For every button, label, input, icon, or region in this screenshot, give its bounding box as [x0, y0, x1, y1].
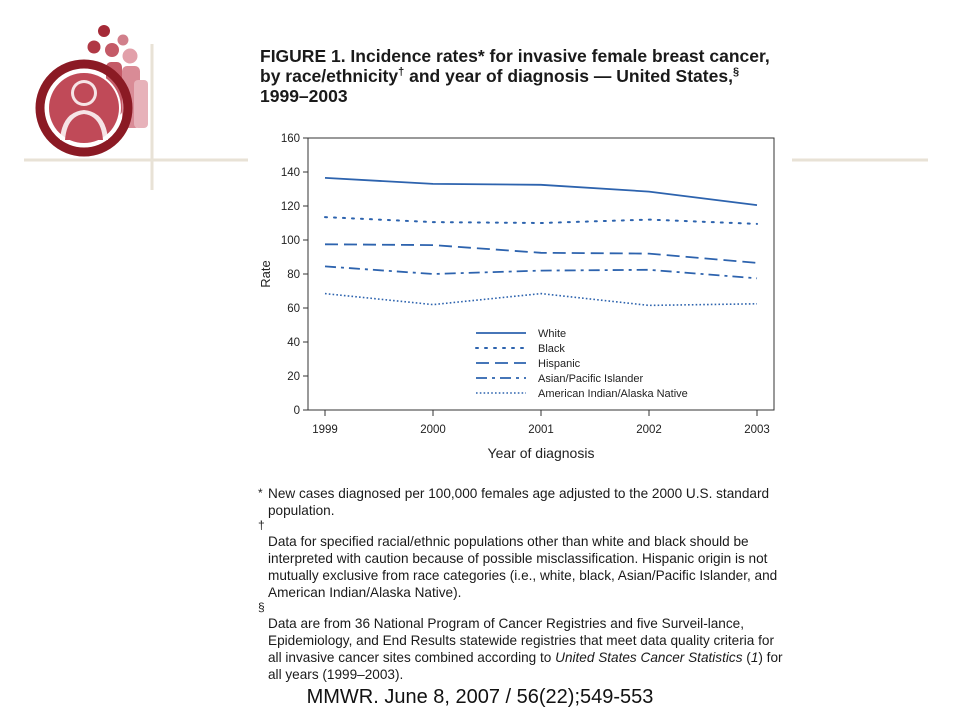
y-tick-label: 100 [280, 235, 300, 247]
people-logo-icon [40, 25, 148, 152]
x-axis-label: Year of diagnosis [487, 445, 595, 461]
figure-title-line-2b: and year of diagnosis — United States, [404, 66, 733, 86]
footnote-mark: * [258, 486, 263, 500]
footnote-text-ref: 1 [750, 650, 759, 665]
x-tick-label: 1999 [312, 424, 338, 436]
footnote-mark: † [258, 518, 265, 532]
section-mark: § [732, 66, 740, 79]
footnote-text: New cases diagnosed per 100,000 females age adjusted to the 2000 U.S. standard population. [268, 486, 770, 518]
series-line-asian-pacific-islander [325, 266, 757, 278]
y-tick-label: 120 [280, 201, 300, 213]
y-axis-label: Rate [258, 260, 273, 288]
figure-title-line-1: FIGURE 1. Incidence rates* for invasive female breast cancer, [260, 46, 770, 66]
legend-label: American Indian/Alaska Native [538, 388, 688, 400]
series-line-white [325, 178, 757, 205]
footnote-race-ethnicity [258, 519, 788, 601]
line-chart [240, 128, 800, 473]
legend-label: White [538, 328, 567, 340]
x-tick-label: 2000 [420, 424, 446, 436]
legend-label: Asian/Pacific Islander [538, 373, 644, 385]
footnote-age-adjusted [258, 485, 788, 519]
footnote-text [268, 601, 788, 683]
legend-label: Black [538, 343, 565, 355]
footnotes [258, 485, 788, 683]
y-tick-label: 140 [280, 167, 300, 179]
series-layer [325, 178, 757, 306]
x-tick-label: 2003 [744, 424, 770, 436]
footnote-text-a: Data are from 36 National Program of Cancer Registries and five Surveil-lance, Epidemiology, and End Results statewide registries that meet data quality criteria for all invasive cancer sites combined according to [268, 616, 774, 665]
series-line-american-indian-alaska-native [325, 294, 757, 306]
y-tick-label: 160 [280, 133, 300, 145]
footnote-data-source [258, 601, 788, 683]
footnote-text-c: ) for all years (1999–2003). [268, 650, 783, 682]
x-tick-label: 2001 [528, 424, 554, 436]
series-line-hispanic [325, 244, 757, 263]
figure-title-line-2a: by race/ethnicity [260, 66, 399, 86]
y-axis [281, 133, 308, 417]
footnote-text: Data for specified racial/ethnic populations other than white and black should be interpreted with caution because of possible misclassification. Hispanic origin is not mutually exclusive from race categories (i.e., white, black, Asian/Pacific Islander, and American Indian/Alaska Native). [268, 534, 778, 600]
footnote-mark: § [258, 600, 265, 614]
footnote-text-italic: United States Cancer Statistics [555, 650, 743, 665]
series-line-black [325, 217, 757, 224]
figure-title-line-2 [260, 66, 790, 86]
figure-title-line-3: 1999–2003 [260, 86, 348, 106]
footnote-text-b: ( [742, 650, 751, 665]
y-tick-label: 60 [287, 303, 300, 315]
chart-legend [476, 328, 688, 400]
y-tick-label: 0 [293, 405, 300, 417]
y-tick-label: 40 [287, 337, 300, 349]
legend-label: Hispanic [538, 358, 581, 370]
citation: MMWR. June 8, 2007 / 56(22);549-553 [306, 686, 654, 708]
y-tick-label: 20 [287, 371, 300, 383]
y-tick-label: 80 [287, 269, 300, 281]
x-axis [312, 410, 770, 436]
dagger-mark: † [398, 66, 405, 79]
figure-title [260, 46, 790, 106]
x-tick-label: 2002 [636, 424, 662, 436]
